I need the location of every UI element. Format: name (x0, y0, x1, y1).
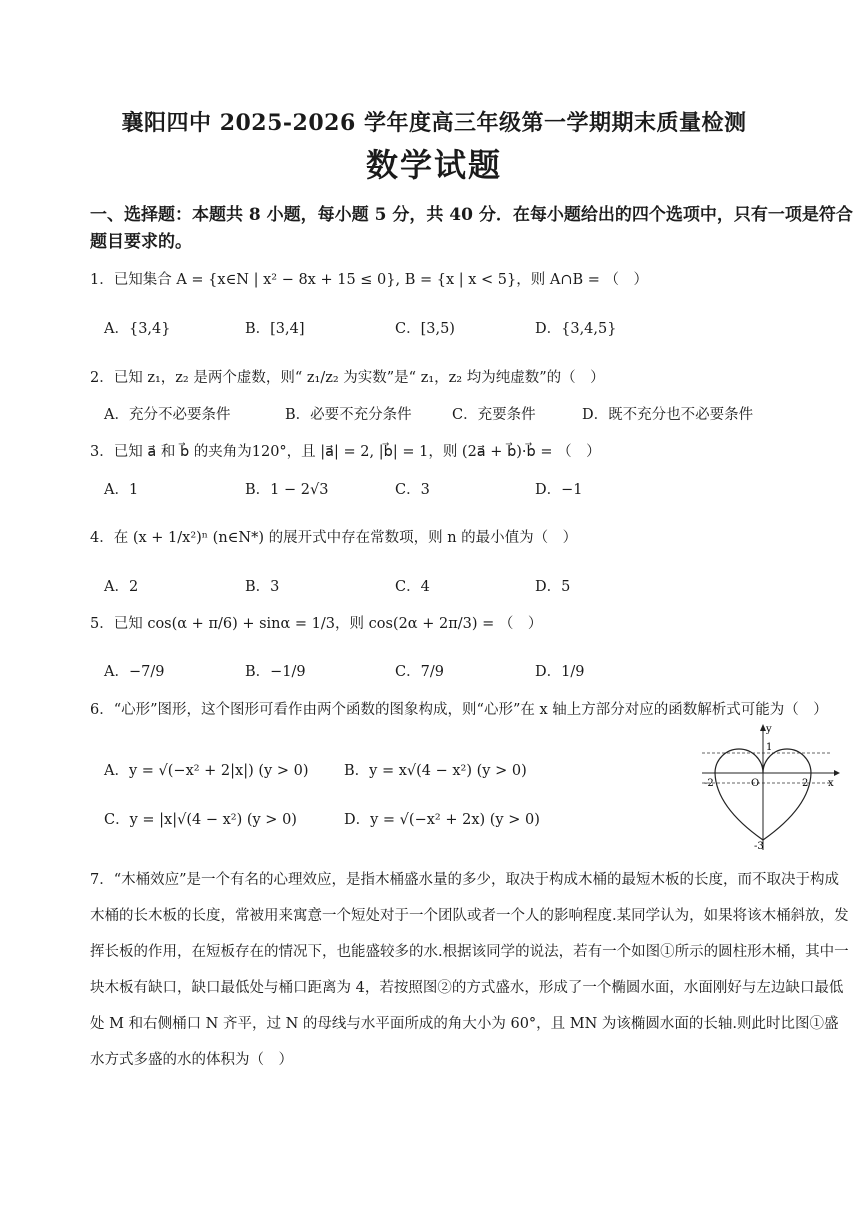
question-1-option-b: B．[3,4] (245, 321, 305, 337)
question-5-option-b: B．−1/9 (245, 664, 306, 680)
tick-label-neg2: -2 (704, 778, 714, 789)
question-5-option-c: C．7/9 (395, 664, 444, 680)
question-4-option-b: B．3 (245, 579, 280, 595)
question-6-option-a: A．y = √(−x² + 2|x|) (y > 0) (104, 763, 309, 779)
question-7-stem: 7．“木桶效应”是一个有名的心理效应，是指木桶盛水量的多少，取决于构成木桶的最短木板的长度，而不取决于构成木桶的长木板的长度，常被用来寓意一个短处对于一个团队或者一个人的影响程度.某同学认为，如果将该木桶斜放，发挥长板的作用，在短板存在的情况下，也能盛较多的水.根据该同学的说法，若有一个如图①所示的圆柱形木桶，其中一块木板有缺口，缺口最低处与桶口距离为 4，若按照图②的方式盛水，形成了一个椭圆水面，水面刚好与左边缺口最低处 M 和右侧桶口 N 齐平，过 N 的母线与水平面所成的角大小为 60°，且 MN 为该椭圆水面的长轴.则此时比图①盛水方式多盛的水的体积为（ ） (90, 872, 849, 1068)
question-4-option-d: D．5 (535, 579, 571, 595)
tick-label-1: 1 (766, 742, 773, 753)
question-4-option-c: C．4 (395, 579, 430, 595)
x-axis-arrow (834, 770, 840, 776)
question-3-stem: 3．已知 a⃗ 和 b⃗ 的夹角为120°，且 |a⃗| = 2, |b⃗| = 1，则 (2a⃗ + b⃗)·b⃗ = （ ） (90, 444, 601, 460)
heart-figure (700, 722, 840, 852)
question-2-stem: 2．已知 z₁，z₂ 是两个虚数，则“ z₁/z₂ 为实数”是“ z₁，z₂ 均为纯虚数”的（ ） (90, 370, 605, 386)
question-6-option-d: D．y = √(−x² + 2x) (y > 0) (344, 812, 540, 828)
question-4-stem: 4．在 (x + 1/x²)ⁿ (n∈N*) 的展开式中存在常数项，则 n 的最小值为（ ） (90, 530, 578, 546)
tick-label-neg3: -3 (754, 841, 764, 852)
question-3-option-b: B．1 − 2√3 (245, 482, 329, 498)
x-axis-label: x (828, 778, 834, 789)
question-6-option-c: C．y = |x|√(4 − x²) (y > 0) (104, 812, 297, 828)
question-5-option-d: D．1/9 (535, 664, 585, 680)
section-heading: 一、选择题：本题共 8 小题，每小题 5 分，共 40 分．在每小题给出的四个选项中，只有一项是符合题目要求的。 (90, 205, 853, 252)
question-2-option-c: C．充要条件 (452, 407, 536, 423)
question-6-stem: 6．“心形”图形，这个图形可看作由两个函数的图象构成，则“心形”在 x 轴上方部分对应的函数解析式可能为（ ） (90, 702, 828, 718)
question-2-option-b: B．必要不充分条件 (285, 407, 412, 423)
question-3-option-d: D．−1 (535, 482, 583, 498)
exam-title: 襄阳四中 2025-2026 学年度高三年级第一学期期末质量检测 (121, 110, 747, 136)
question-2-option-d: D．既不充分也不必要条件 (582, 407, 754, 423)
question-1-option-a: A．{3,4} (104, 321, 171, 337)
question-5-option-a: A．−7/9 (104, 664, 165, 680)
origin-label: O (751, 778, 760, 789)
question-5-stem: 5．已知 cos(α + π/6) + sinα = 1/3，则 cos(2α + 2π/3) = （ ） (90, 616, 543, 632)
question-1-option-c: C．[3,5) (395, 321, 455, 337)
question-6-option-b: B．y = x√(4 − x²) (y > 0) (344, 763, 527, 779)
question-1-stem: 1．已知集合 A = {x∈N | x² − 8x + 15 ≤ 0}, B = {x | x < 5}，则 A∩B = （ ） (90, 272, 648, 288)
y-axis-label: y (766, 724, 772, 735)
question-3-option-a: A．1 (104, 482, 139, 498)
question-3-option-c: C．3 (395, 482, 430, 498)
question-1-option-d: D．{3,4,5} (535, 321, 617, 337)
exam-subtitle: 数学试题 (365, 146, 502, 184)
question-4-option-a: A．2 (104, 579, 139, 595)
question-2-option-a: A．充分不必要条件 (104, 407, 231, 423)
tick-label-2: 2 (802, 778, 809, 789)
